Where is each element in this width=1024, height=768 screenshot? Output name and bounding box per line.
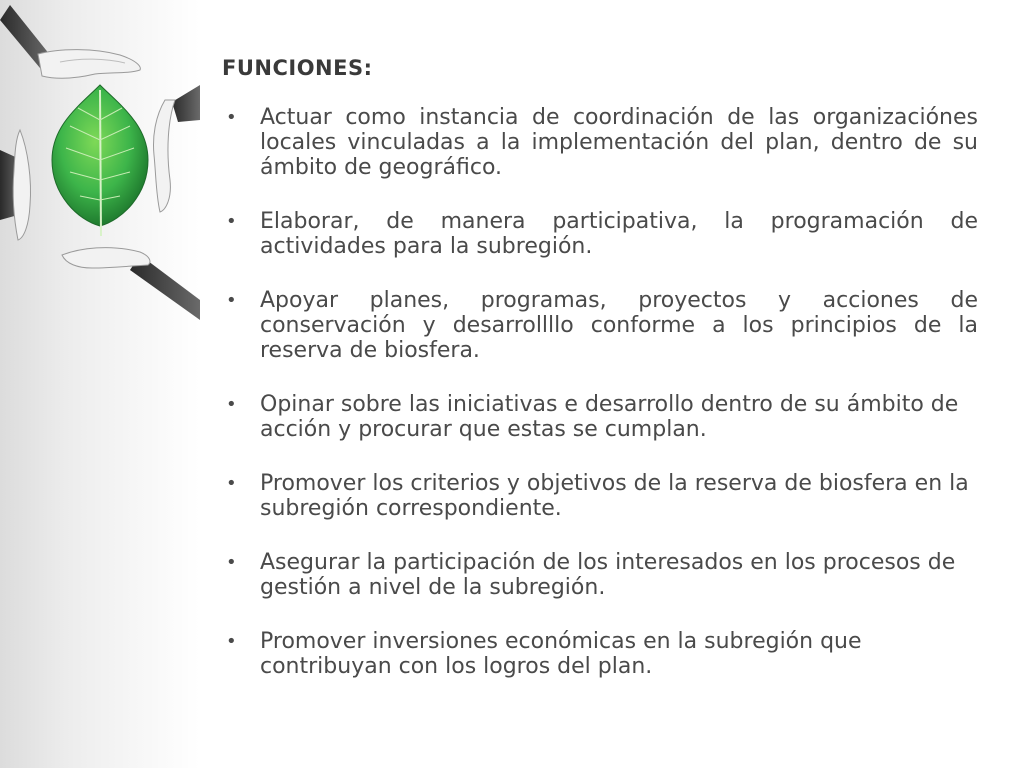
list-item xyxy=(222,629,978,679)
bullet-icon: • xyxy=(226,290,237,311)
list-item-text: Apoyar planes, programas, proyectos y acciones de conservación y desarrollllo conforme a los principios de la reserva de biosfera. xyxy=(260,288,978,363)
bullet-icon: • xyxy=(226,552,237,573)
bullet-icon: • xyxy=(226,211,237,232)
green-leaf-icon xyxy=(52,85,148,236)
list-item xyxy=(222,550,978,600)
content-area xyxy=(222,56,978,708)
functions-list xyxy=(222,105,978,679)
list-item-text: Elaborar, de manera participativa, la programación de actividades para la subregión. xyxy=(260,209,978,259)
hand-bottom-icon xyxy=(62,248,200,320)
bullet-icon: • xyxy=(226,107,237,128)
hands-leaf-illustration xyxy=(0,0,200,330)
bullet-icon: • xyxy=(226,394,237,415)
bullet-icon: • xyxy=(226,473,237,494)
hand-left-icon xyxy=(0,130,31,240)
hand-right-icon xyxy=(153,85,200,212)
hand-top-icon xyxy=(0,5,140,78)
list-item-text: Asegurar la participación de los interesados en los procesos de gestión a nivel de la subregión. xyxy=(260,550,956,600)
list-item xyxy=(222,105,978,180)
list-item-text: Promover los criterios y objetivos de la reserva de biosfera en la subregión correspondiente. xyxy=(260,471,969,521)
list-item xyxy=(222,209,978,259)
list-item-text: Opinar sobre las iniciativas e desarrollo dentro de su ámbito de acción y procurar que estas se cumplan. xyxy=(260,392,959,442)
list-item-text: Promover inversiones económicas en la subregión que contribuyan con los logros del plan. xyxy=(260,629,862,679)
list-item xyxy=(222,471,978,521)
list-item xyxy=(222,392,978,442)
list-item-text: Actuar como instancia de coordinación de las organizaciónes locales vinculadas a la implementación del plan, dentro de su ámbito de geográfico. xyxy=(260,105,978,180)
list-item xyxy=(222,288,978,363)
slide-title: FUNCIONES: xyxy=(222,56,373,80)
bullet-icon: • xyxy=(226,631,237,652)
decorative-side-panel xyxy=(0,0,200,768)
